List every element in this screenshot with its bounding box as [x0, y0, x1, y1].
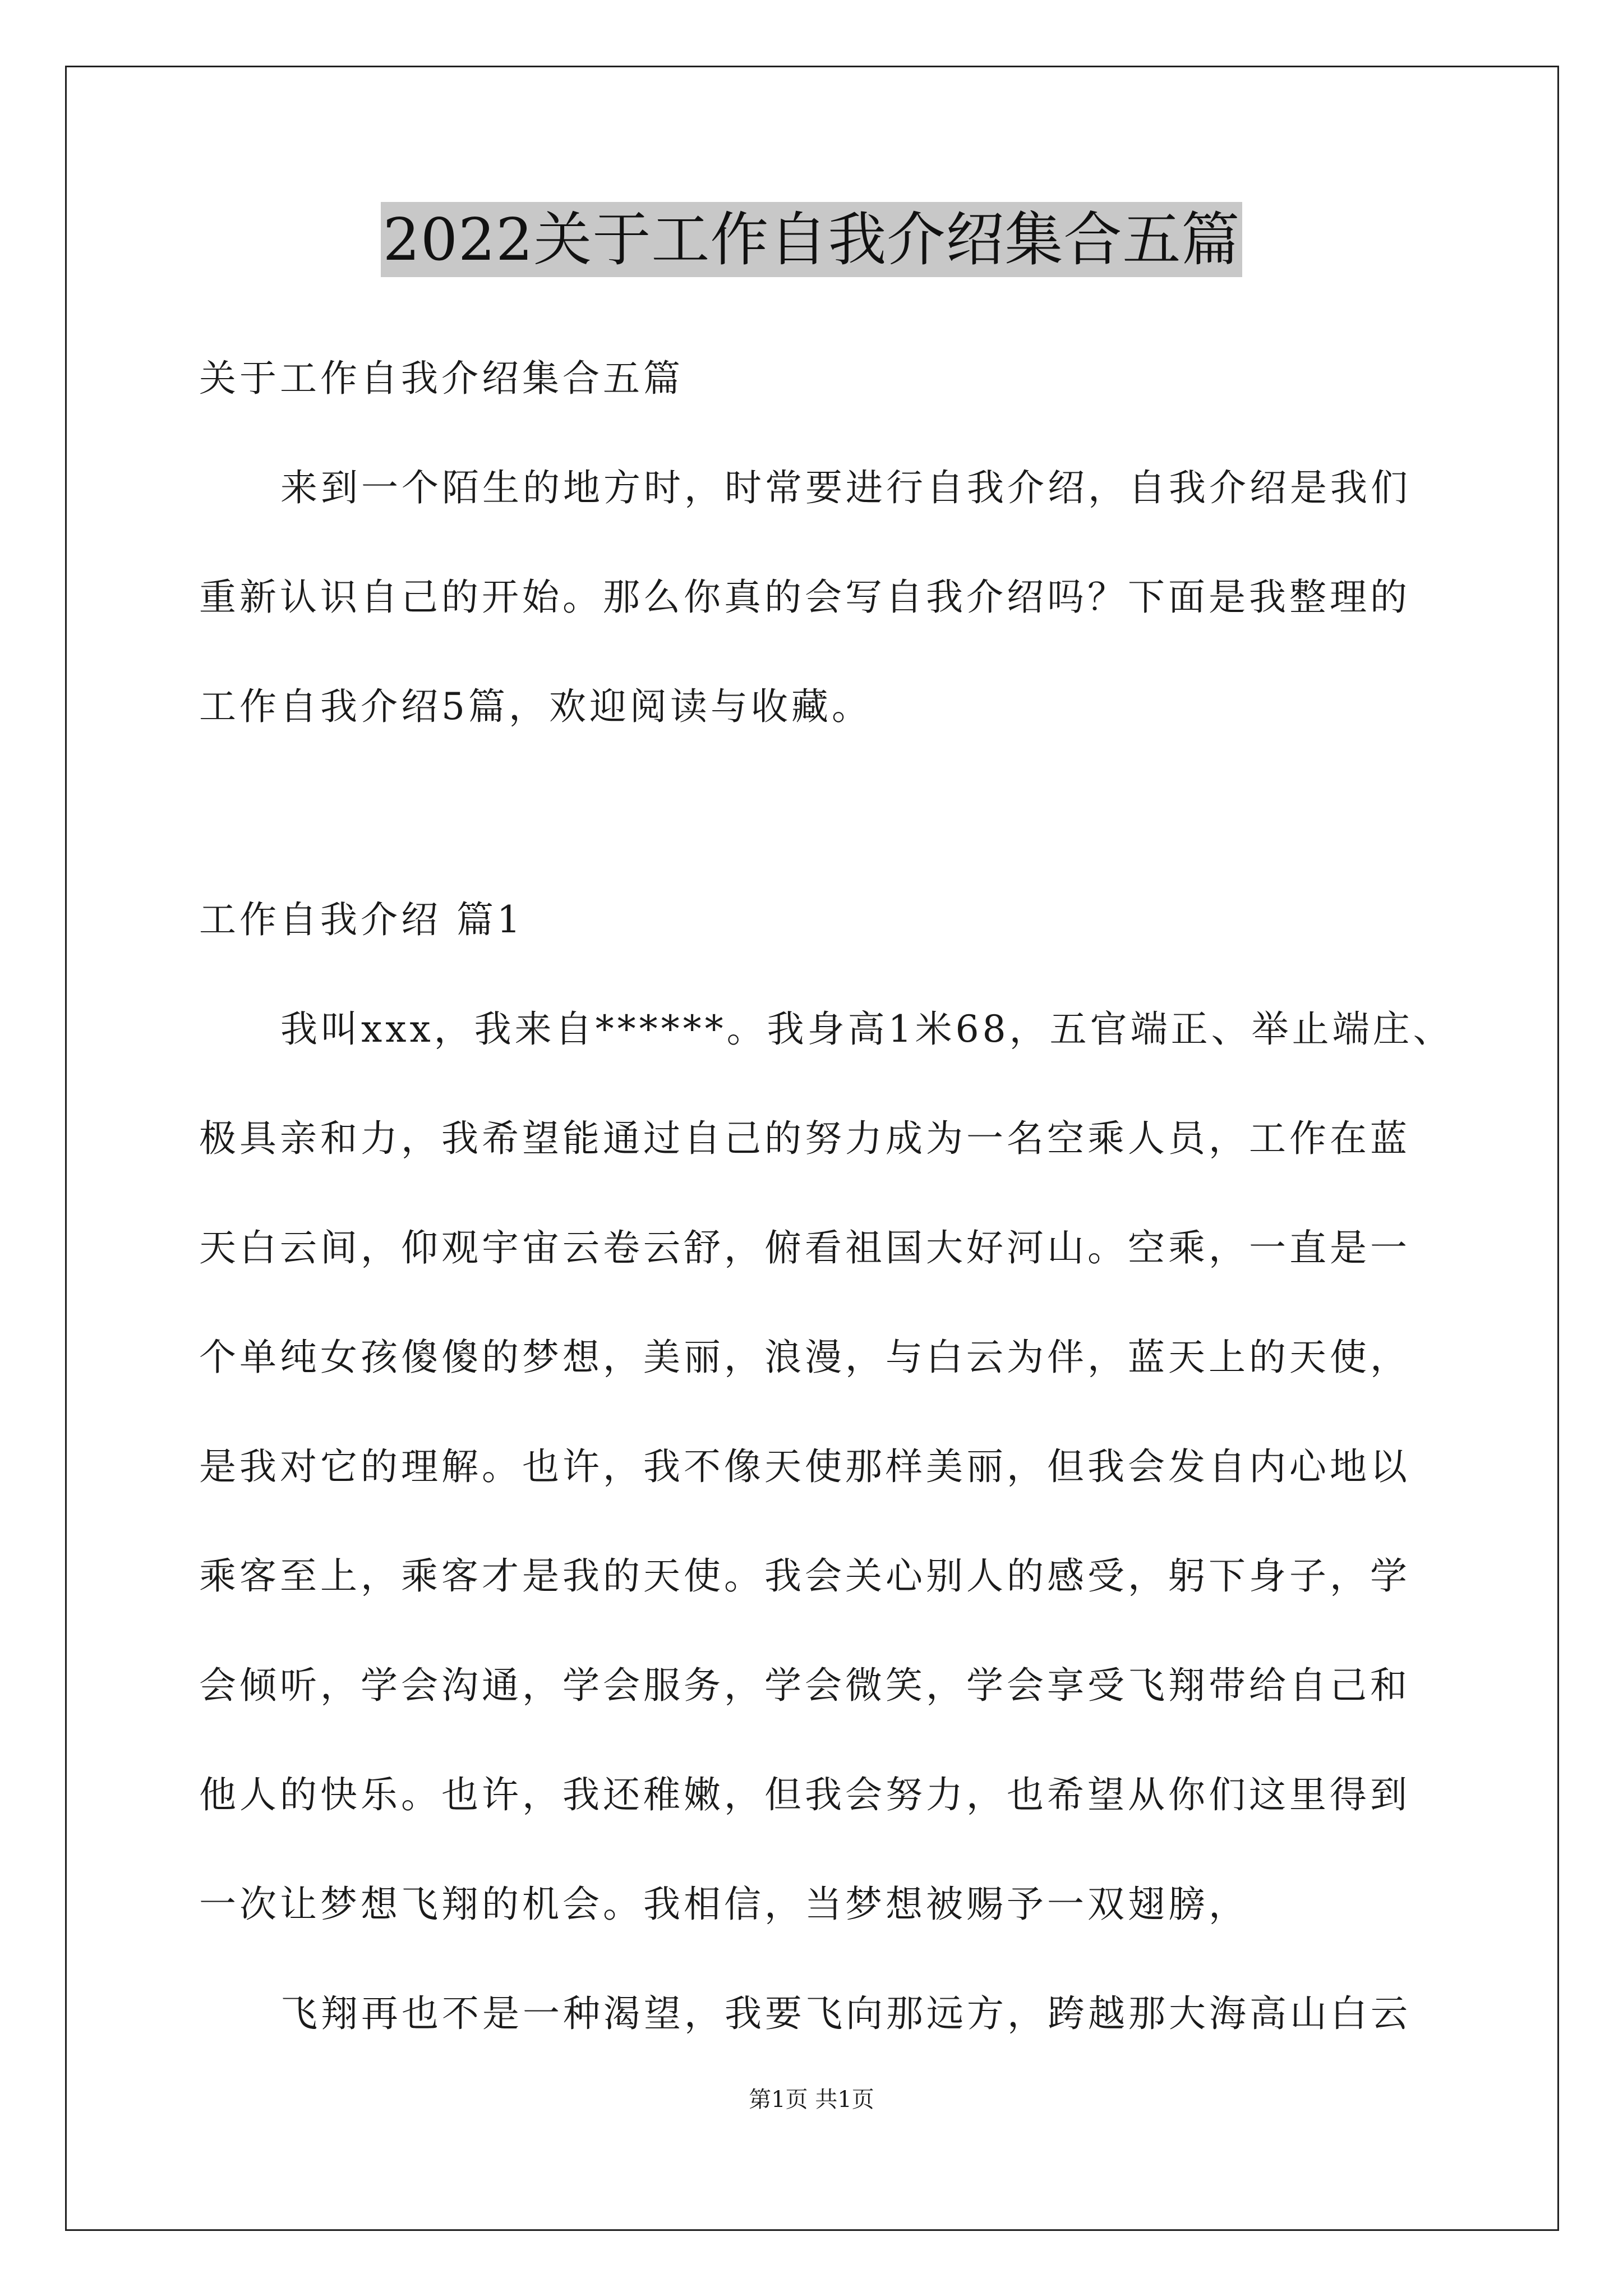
- body-line-4: 个单纯女孩傻傻的梦想，美丽，浪漫，与白云为伴，蓝天上的天使，: [199, 1336, 1410, 1379]
- body-line-8: 他人的快乐。也许，我还稚嫩，但我会努力，也希望从你们这里得到: [199, 1773, 1410, 1816]
- body-line-1: 我叫xxx，我来自******。我身高1米68，五官端正、举止端庄、: [280, 1007, 1454, 1051]
- body-line-3: 天白云间，仰观宇宙云卷云舒，俯看祖国大好河山。空乘，一直是一: [199, 1226, 1410, 1269]
- body-line-7: 会倾听，学会沟通，学会服务，学会微笑，学会享受飞翔带给自己和: [199, 1664, 1410, 1707]
- intro-line-2: 重新认识自己的开始。那么你真的会写自我介绍吗？下面是我整理的: [199, 576, 1410, 619]
- body-line-6: 乘客至上，乘客才是我的天使。我会关心别人的感受，躬下身子，学: [199, 1554, 1410, 1598]
- body-line-2: 极具亲和力，我希望能通过自己的努力成为一名空乘人员，工作在蓝: [199, 1117, 1410, 1160]
- body-line-9: 一次让梦想飞翔的机会。我相信，当梦想被赐予一双翅膀，: [199, 1883, 1249, 1926]
- section-heading: 工作自我介绍 篇1: [199, 898, 524, 941]
- intro-line-1: 来到一个陌生的地方时，时常要进行自我介绍，自我介绍是我们: [280, 466, 1411, 509]
- title-container: [0, 202, 1623, 277]
- body-line-10: 飞翔再也不是一种渴望，我要飞向那远方，跨越那大海高山白云: [280, 1992, 1411, 2035]
- intro-line-3: 工作自我介绍5篇，欢迎阅读与收藏。: [199, 685, 872, 728]
- body-line-5: 是我对它的理解。也许，我不像天使那样美丽，但我会发自内心地以: [199, 1445, 1410, 1488]
- document-title: 2022关于工作自我介绍集合五篇: [381, 202, 1243, 277]
- document-subtitle: 关于工作自我介绍集合五篇: [199, 357, 684, 400]
- page-footer: 第1页 共1页: [749, 2087, 874, 2113]
